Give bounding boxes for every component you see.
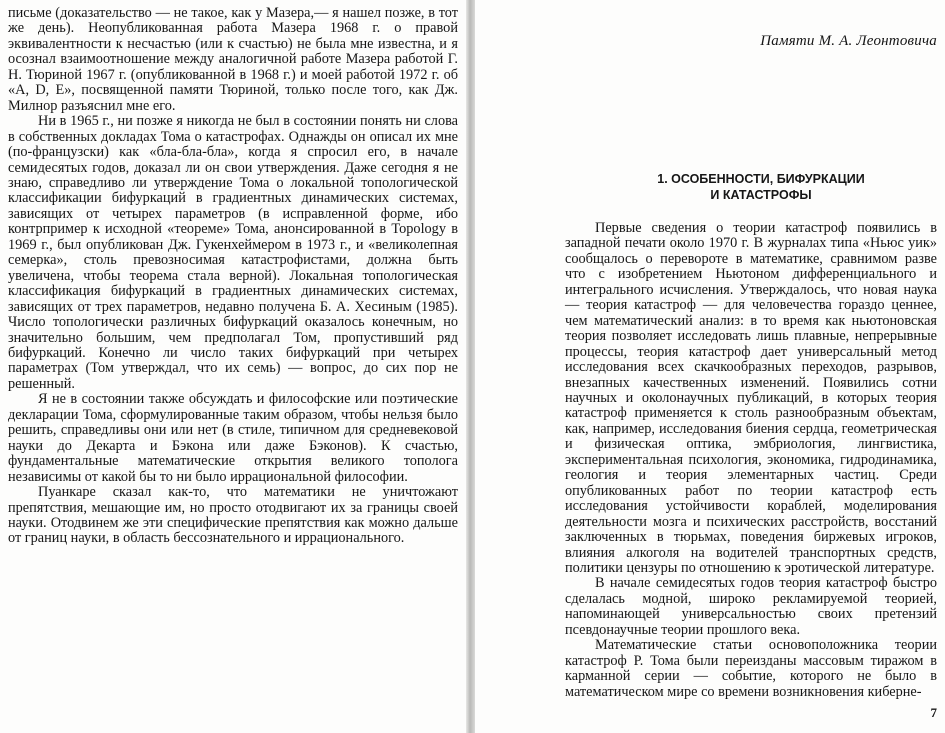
paragraph: В начале семидесятых годов теория катастроф быстро сделалась модной, широко рекламируемой теорией, напоминающей универсальностью своих претензий псевдонаучные теории прошлого века. <box>565 575 937 638</box>
paragraph: Первые сведения о теории катастроф появились в западной печати около 1970 г. В журналах типа «Ньюс уик» сообщалось о перевороте в математике, сравнимом разве что с изобретением Ньютоном дифференциального и интегрального исчисления. Утверждалось, что новая наука — теория катастроф — для человечества гораздо ценнее, чем математический анализ: в то время как ньютоновская теория позволяет исследовать лишь плавные, непрерывные процессы, теория катастроф дает универсальный метод исследования всех скачкообразных переходов, разрывов, внезапных качественных изменений. Появились сотни научных и околонаучных публикаций, в которых теория катастроф применяется к столь разнообразным объектам, как, например, исследования биения сердца, геометрическая и физическая оптика, эмбриология, лингвистика, экспериментальная психология, экономика, гидродинамика, геология и теория элементарных частиц. Среди опубликованных работ по теории катастроф есть исследования устойчивости кораблей, моделирования деятельности мозга и психических расстройств, восстаний заключенных в тюрьмах, поведения биржевых игроков, влияния алкоголя на водителей транспортных средств, политики цензуры по отношению к эротической литературе. <box>565 220 937 576</box>
paragraph: Пуанкаре сказал как-то, что математики не уничтожают препятствия, мешающие им, но просто отодвигают их за границы своей науки. Отодвинем же эти специфические препятствия как можно дальше от границ науки, в область бессознательного и иррационального. <box>8 484 458 547</box>
section-title-line-2: И КАТАСТРОФЫ <box>710 188 812 202</box>
paragraph: Я не в состоянии также обсуждать и философские или поэтические декларации Тома, сформулированные таким образом, чтобы нельзя было решить, справедливы они или нет (в стиле, типичном для средневековой науки до Декарта и Бэкона или даже Бэконов). К счастью, фундаментальные математические открытия великого тополога независимы от какой бы то ни было иррациональной философии. <box>8 391 458 485</box>
paragraph: Ни в 1965 г., ни позже я никогда не был в состоянии понять ни слова в собственных докладах Тома о катастрофах. Однажды он описал их мне (по-французски) как «бла-бла-бла», когда я спросил его, в начале семидесятых годов, доказал ли он свои утверждения. Даже сегодня я не знаю, справедливо ли утверждение Тома о локальной топологической классификации бифуркаций в градиентных динамических системах, зависящих от четырех параметров (в исправленной форме, ибо контрпример к исходной «теореме» Тома, анонсированной в Topology в 1969 г., был опубликован Дж. Гукенхеймером в 1973 г., и «великолепная семерка», столь превозносимая катастрофистами, должна быть увеличена, чтобы теорема стала верной). Локальная топологическая классификация бифуркаций в градиентных динамических системах, зависящих от трех параметров, недавно получена Б. А. Хесиным (1985). Число топологически различных бифуркаций оказалось конечным, но значительно большим, чем предполагал Том, пропустивший ряд бифуркаций. Конечно ли число таких бифуркаций при четырех параметрах (Том утверждал, что их семь) — вопрос, до сих пор не решенный. <box>8 113 458 392</box>
right-page <box>475 0 945 733</box>
book-gutter <box>466 0 475 733</box>
page-number: 7 <box>930 705 937 720</box>
paragraph: Математические статьи основоположника теории катастроф Р. Тома были переизданы массовым тиражом в карманной серии — событие, которого не было в математическом мире со времени возникновения киберне- <box>565 637 937 700</box>
left-page <box>0 0 466 733</box>
section-title-line-1: 1. ОСОБЕННОСТИ, БИФУРКАЦИИ <box>657 172 865 186</box>
left-page-text <box>8 6 458 547</box>
paragraph: письме (доказательство — не такое, как у Мазера,— я нашел позже, в тот же день). Неопубликованная работа Мазера 1968 г. о правой эквивалентности к несчастью (или к счастью) не была мне известна, и я осознал взаимоотношение между аналогичной работе Мазера работой Г. Н. Тюриной 1967 г. (опубликованной в 1968 г.) и моей работой 1972 г. об «A, D, E», посвященной памяти Тюриной, только после того, как Дж. Милнор разъяснил мне его. <box>8 5 458 114</box>
section-title <box>585 171 937 203</box>
right-page-text <box>565 221 937 700</box>
running-header: Памяти М. А. Леонтовича <box>760 33 937 49</box>
